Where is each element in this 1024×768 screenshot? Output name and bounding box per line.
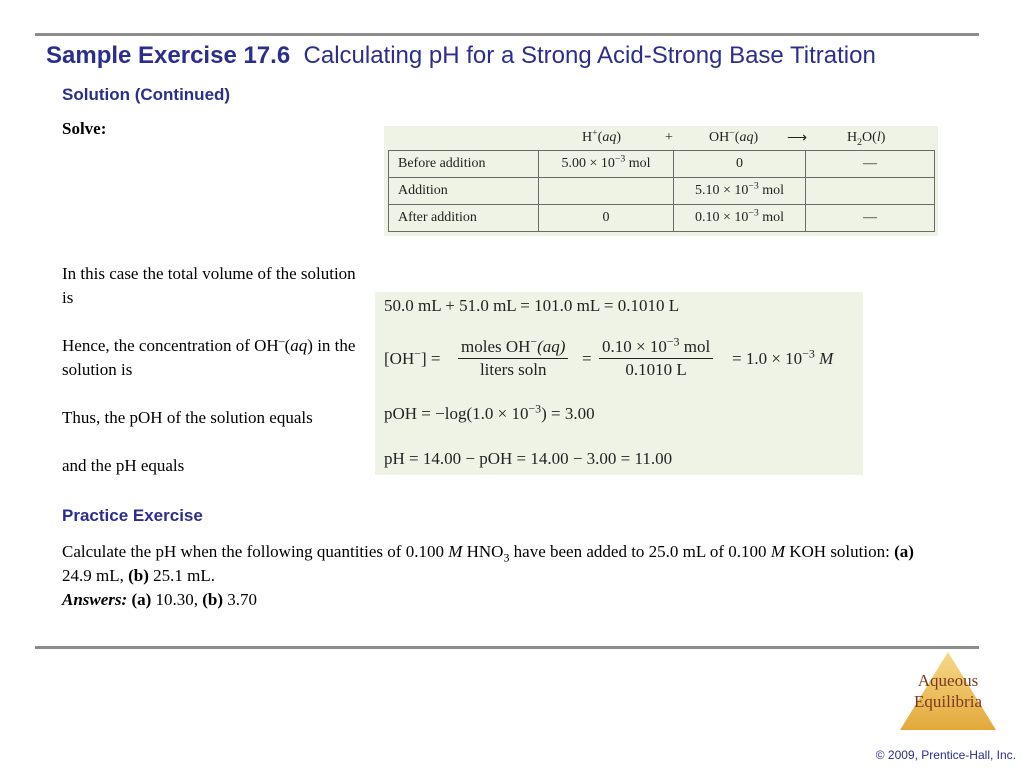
- poh-equation: pOH = $-\log(1.0 \times 10^{-3}) = 3.00$: [384, 401, 595, 423]
- oh-concentration-lhs: [OH−] =: [384, 346, 441, 368]
- title-topic: Calculating pH for a Strong Acid-Strong Base Titration: [303, 42, 876, 69]
- volume-equation: 50.0 mL + 51.0 mL = 101.0 mL = 0.1010 L: [384, 296, 680, 315]
- concentration-explanation: Hence, the concentration of OH–(aq) in the solution is: [62, 333, 356, 379]
- reaction-plus: +: [665, 130, 673, 145]
- practice-heading: Practice Exercise: [62, 506, 203, 525]
- chapter-label: Aqueous Equilibria: [914, 671, 982, 711]
- cell-h-ion: 0: [539, 205, 674, 232]
- cell-oh-ion: $0.10 \times 10^{-3}$ mol: [674, 205, 806, 232]
- reaction-table-panel: [384, 126, 938, 236]
- copyright: © 2009, Prentice-Hall, Inc.: [875, 748, 1016, 762]
- poh-explanation: Thus, the pOH of the solution equals: [62, 408, 313, 427]
- cell-oh-ion: 0: [674, 151, 806, 178]
- volume-explanation: In this case the total volume of the solution is: [62, 264, 356, 307]
- practice-question: Calculate the pH when the following quantities of 0.100 M $HNO_3$ have been added to 25.0 mL of 0.100 M KOH solution: (a) 24.9 mL, (b) 25.1 mL. Answers: (a) 10.30, (b) 3.70: [62, 542, 914, 609]
- slide-title: [46, 42, 876, 70]
- solve-label: Solve:: [62, 119, 107, 138]
- ph-explanation: and the pH equals: [62, 456, 185, 475]
- reactant-h-ion: H+(aq): [582, 127, 621, 145]
- fraction-numerator: moles OH−(aq): [458, 337, 568, 359]
- cell-h-ion: [539, 178, 674, 205]
- reaction-table: [388, 150, 935, 232]
- ph-equation: pH = 14.00 − pOH = 14.00 − 3.00 = 11.00: [384, 449, 673, 468]
- top-rule: [35, 33, 979, 36]
- cell-water: [806, 178, 935, 205]
- practice-answers: Answers: (a) 10.30, (b) 3.70: [62, 590, 258, 609]
- product-water: $H_2O(l)$: [847, 130, 886, 148]
- title-exercise-number: Sample Exercise 17.6: [46, 42, 291, 69]
- numeric-fraction: [599, 334, 713, 380]
- equations-panel: [375, 292, 863, 475]
- reactant-oh-ion: OH−(aq): [709, 127, 759, 145]
- row-label: After addition: [389, 205, 539, 232]
- equals-sign: =: [582, 349, 592, 368]
- moles-over-liters-fraction: [458, 334, 568, 380]
- fraction-denominator: liters soln: [479, 360, 547, 379]
- fraction-denominator: 0.1010 L: [625, 360, 687, 379]
- slide-subtitle: Solution (Continued): [62, 85, 231, 104]
- bottom-rule: [35, 646, 979, 649]
- oh-concentration-result: = $1.0 \times 10^{-3}$ M: [732, 346, 834, 368]
- reaction-arrow: ⟶: [787, 131, 808, 146]
- table-row: [389, 151, 935, 178]
- cell-oh-ion: $5.10 \times 10^{-3}$ mol: [674, 178, 806, 205]
- cell-water: —: [806, 151, 935, 178]
- row-label: Addition: [389, 178, 539, 205]
- fraction-numerator: $0.10 \times 10^{-3}$ mol: [599, 337, 713, 359]
- cell-h-ion: $5.00 \times 10^{-3}$ mol: [539, 151, 674, 178]
- table-row: [389, 178, 935, 205]
- row-label: Before addition: [389, 151, 539, 178]
- table-row: [389, 205, 935, 232]
- cell-water: —: [806, 205, 935, 232]
